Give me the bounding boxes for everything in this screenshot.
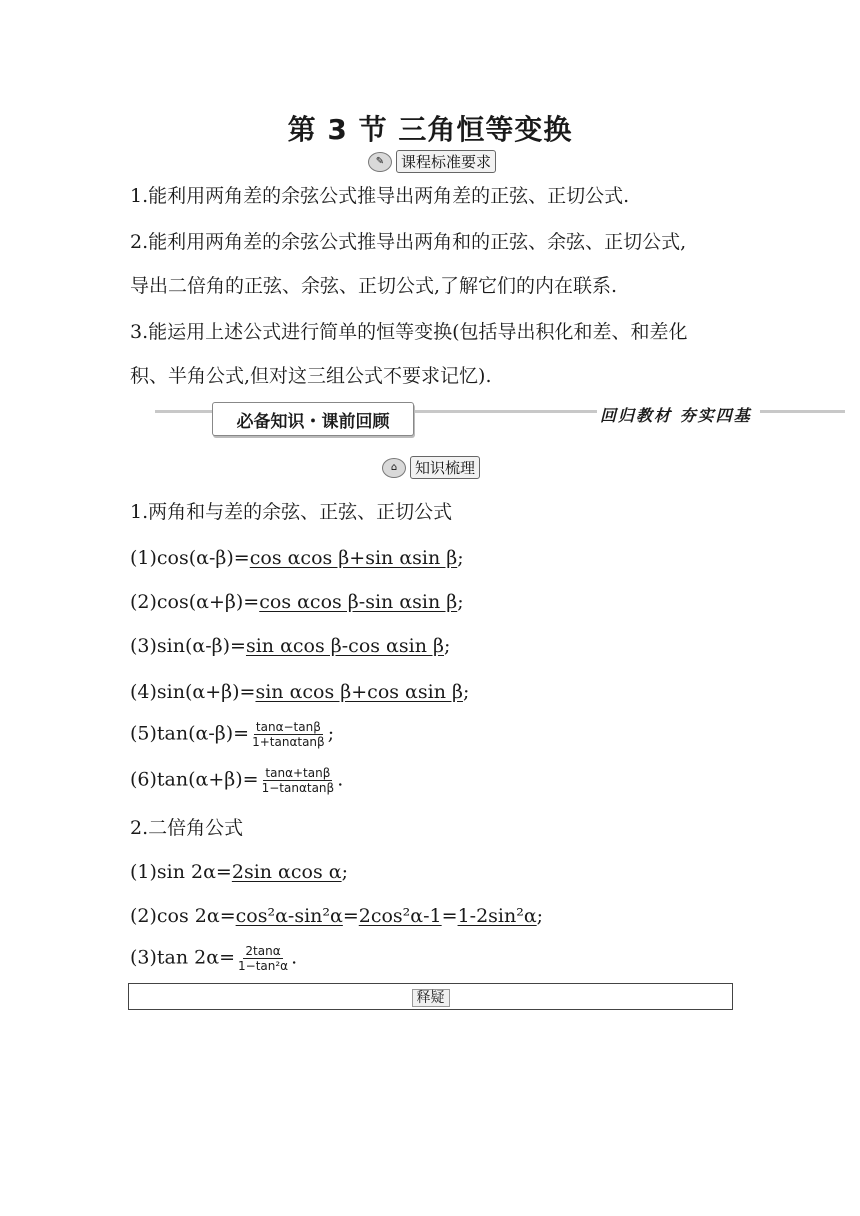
doubt-box-header [129,987,732,1007]
banner-slogan: 回归教材 夯实四基 [600,406,752,425]
fraction-numerator: tanα+tanβ [265,766,331,780]
formula-sin-sum [130,680,469,704]
formula-answer: sin αcos β+cos αsin β [255,681,463,703]
formula-end: ; [462,681,470,703]
formula-end: . [337,768,344,791]
formula-tan-double [130,944,297,973]
section1-heading: 1.两角和与差的余弦、正弦、正切公式 [130,501,453,523]
banner-line-mid [412,410,597,413]
requirement-2-cont: 导出二倍角的正弦、余弦、正切公式,了解它们的内在联系. [130,275,618,297]
fraction-denominator: 1+tanαtanβ [252,735,325,749]
formula-sin-diff [130,634,450,658]
fraction-numerator: 2tanα [245,944,281,958]
fraction-denominator: 1−tanαtanβ [261,781,335,795]
fraction-numerator: tanα−tanβ [255,720,321,734]
formula-tan-diff [130,720,334,749]
formula-lhs: (1)sin 2α= [130,861,232,883]
formula-answer: sin αcos β-cos αsin β [245,635,444,657]
banner-line-left [155,410,212,413]
formula-lhs: (2)cos(α+β)= [130,591,260,613]
standard-icon: ✎ [368,152,392,172]
formula-lhs: (3)tan 2α= [130,946,235,969]
formula-end: . [291,946,298,969]
banner-line-right [760,410,845,413]
equals-sign: = [342,905,359,927]
formula-lhs: (5)tan(α-β)= [130,722,250,745]
formula-lhs: (3)sin(α-β)= [130,635,246,657]
requirement-1: 1.能利用两角差的余弦公式推导出两角差的正弦、正切公式. [130,185,630,207]
formula-lhs: (6)tan(α+β)= [130,768,259,791]
formula-answer-b: 2cos²α-1 [358,905,442,927]
section-banner: 必备知识・课前回顾 [212,402,414,436]
knowledge-tag [382,456,480,479]
formula-tan-sum [130,766,343,795]
formula-sin-double [130,860,348,884]
section2-heading: 2.二倍角公式 [130,817,244,839]
requirement-3: 3.能运用上述公式进行简单的恒等变换(包括导出积化和差、和差化 [130,321,688,343]
compass-icon: ⌂ [382,458,406,478]
formula-answer-a: cos²α-sin²α [235,905,343,927]
formula-answer: cos αcos β+sin αsin β [249,547,458,569]
formula-lhs: (2)cos 2α= [130,905,236,927]
doubt-box [128,983,733,1010]
formula-end: ; [443,635,451,657]
formula-end: ; [341,861,348,883]
requirement-2: 2.能利用两角差的余弦公式推导出两角和的正弦、余弦、正切公式, [130,231,687,253]
formula-end: ; [536,905,544,927]
fraction [250,720,327,749]
formula-end: ; [327,722,335,745]
requirements-tag-label: 课程标准要求 [396,150,496,173]
doubt-box-label: 释疑 [412,989,450,1007]
fraction-denominator: 1−tan²α [238,959,289,973]
formula-answer-c: 1-2sin²α [457,905,537,927]
fraction [236,944,290,973]
knowledge-tag-label: 知识梳理 [410,456,480,479]
formula-end: ; [457,591,464,613]
formula-cos-diff [130,546,464,570]
formula-cos-sum [130,590,464,614]
requirement-3-cont: 积、半角公式,但对这三组公式不要求记忆). [130,365,492,387]
formula-answer: 2sin αcos α [231,861,342,883]
fraction [260,766,337,795]
formula-end: ; [457,547,464,569]
formula-answer: cos αcos β-sin αsin β [259,591,458,613]
requirements-tag [368,150,496,173]
formula-cos-double [130,904,543,928]
equals-sign: = [441,905,458,927]
page-title: 第 3 节 三角恒等变换 [287,113,573,146]
formula-lhs: (4)sin(α+β)= [130,681,256,703]
formula-lhs: (1)cos(α-β)= [130,547,250,569]
